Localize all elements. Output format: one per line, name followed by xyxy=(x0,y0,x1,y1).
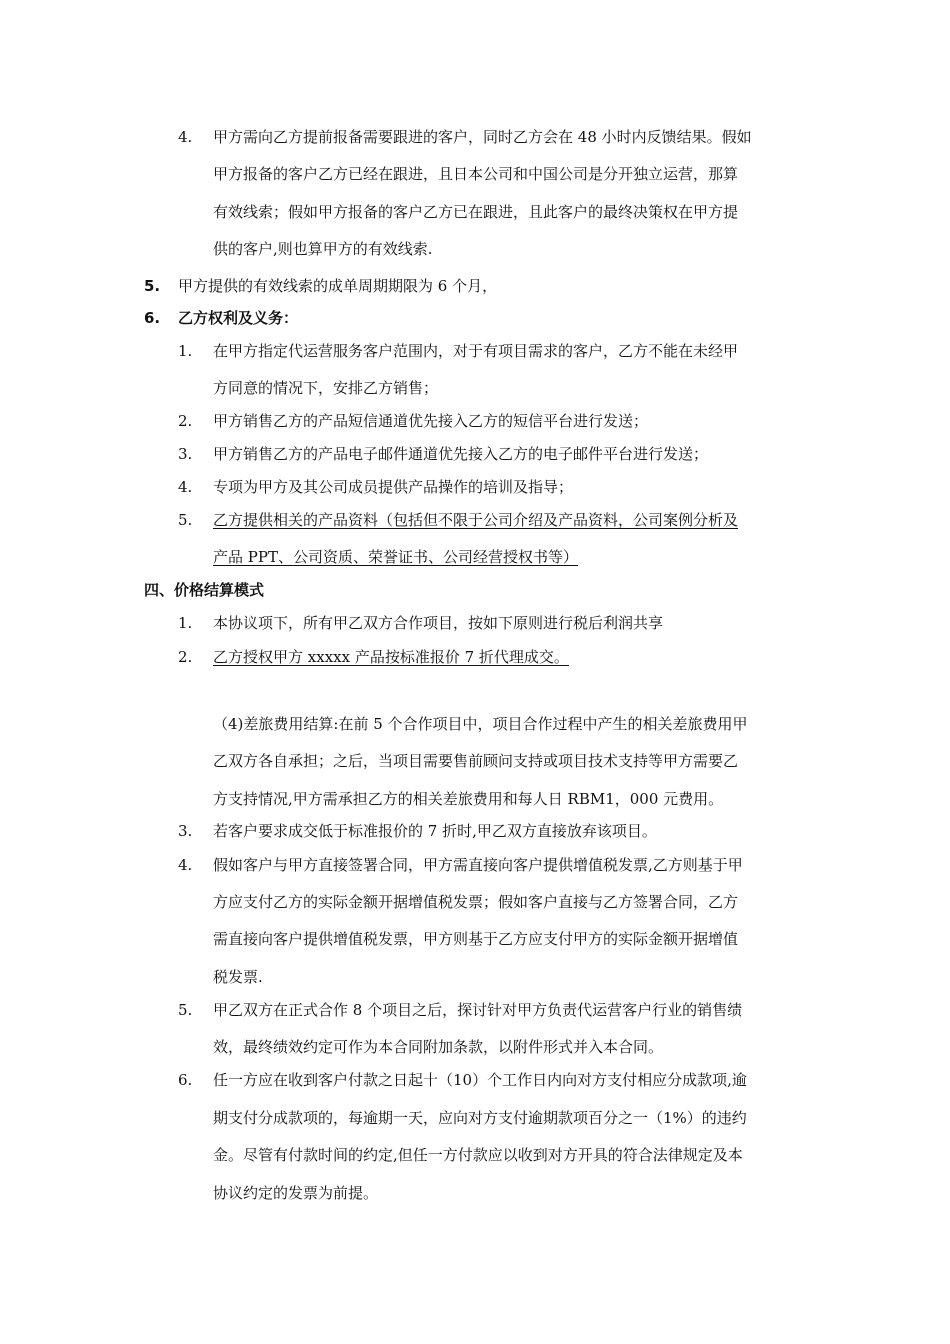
list-number: 5. xyxy=(178,511,193,529)
pricing-line: 本协议项下，所有甲乙双方合作项目，按如下原则进行税后利润共享 xyxy=(213,614,664,632)
item-5-text: 甲方提供的有效线索的成单周期期限为 6 个月， xyxy=(178,277,498,295)
paragraph-line: 有效线索；假如甲方报备的客户乙方已在跟进，且此客户的最终决策权在甲方提 xyxy=(213,203,739,221)
list-number: 6. xyxy=(144,309,161,327)
pricing-line: 若客户要求成交低于标准报价的 7 折时,甲乙双方直接放弃该项目。 xyxy=(213,822,657,840)
pricing-line: 金。尽管有付款时间的约定,但任一方付款应以收到对方开具的符合法律规定及本 xyxy=(213,1146,743,1164)
list-number: 6. xyxy=(178,1071,193,1089)
pricing-line: 方应支付乙方的实际金额开据增值税发票；假如客户直接与乙方签署合同，乙方 xyxy=(213,893,739,911)
pricing-line: 甲乙双方在正式合作 8 个项目之后，探讨针对甲方负责代运营客户行业的销售绩 xyxy=(213,1001,743,1019)
list-number: 4. xyxy=(178,128,193,146)
list-number: 1. xyxy=(178,614,193,632)
list-number: 4. xyxy=(178,478,193,496)
pricing-line: 乙方授权甲方 xxxxx 产品按标准报价 7 折代理成交。 xyxy=(213,648,569,666)
paragraph-line: 甲方需向乙方提前报备需要跟进的客户，同时乙方会在 48 小时内反馈结果。假如 xyxy=(213,128,752,146)
list-number: 2. xyxy=(178,648,193,666)
travel-line: 方支持情况,甲方需承担乙方的相关差旅费用和每人日 RBM1，000 元费用。 xyxy=(213,790,724,808)
rights-line: 乙方提供相关的产品资料（包括但不限于公司介绍及产品资料，公司案例分析及 xyxy=(213,511,739,529)
paragraph-line: 甲方报备的客户乙方已经在跟进，且日本公司和中国公司是分开独立运营，那算 xyxy=(213,165,739,183)
list-number: 3. xyxy=(178,822,193,840)
pricing-line: 期支付分成款项的，每逾期一天，应向对方支付逾期款项百分之一（1%）的违约 xyxy=(213,1109,747,1127)
paragraph-line: 供的客户,则也算甲方的有效线索. xyxy=(213,240,433,258)
list-number: 4. xyxy=(178,856,193,874)
item-6-heading: 乙方权利及义务： xyxy=(178,309,299,327)
list-number: 3. xyxy=(178,445,193,463)
pricing-line: 任一方应在收到客户付款之日起十（10）个工作日内向对方支付相应分成款项,逾 xyxy=(213,1071,747,1089)
rights-line: 在甲方指定代运营服务客户范围内，对于有项目需求的客户，乙方不能在未经甲 xyxy=(213,342,739,360)
list-number: 2. xyxy=(178,412,193,430)
rights-line: 甲方销售乙方的产品电子邮件通道优先接入乙方的电子邮件平台进行发送； xyxy=(213,445,709,463)
section-heading: 四、价格结算模式 xyxy=(144,581,265,599)
list-number: 5. xyxy=(144,277,161,295)
pricing-line: 协议约定的发票为前提。 xyxy=(213,1184,379,1202)
rights-line: 产品 PPT、公司资质、荣誉证书、公司经营授权书等） xyxy=(213,548,578,566)
list-number: 5. xyxy=(178,1001,193,1019)
travel-line: 乙双方各自承担；之后，当项目需要售前顾问支持或项目技术支持等甲方需要乙 xyxy=(213,752,739,770)
pricing-line: 税发票. xyxy=(213,968,263,986)
rights-line: 专项为甲方及其公司成员提供产品操作的培训及指导； xyxy=(213,478,574,496)
travel-line: （4)差旅费用结算:在前 5 个合作项目中，项目合作过程中产生的相关差旅费用甲 xyxy=(213,715,748,733)
list-number: 1. xyxy=(178,342,193,360)
pricing-line: 需直接向客户提供增值税发票，甲方则基于乙方应支付甲方的实际金额开据增值 xyxy=(213,930,739,948)
pricing-line: 假如客户与甲方直接签署合同，甲方需直接向客户提供增值税发票,乙方则基于甲 xyxy=(213,856,743,874)
pricing-line: 效，最终绩效约定可作为本合同附加条款，以附件形式并入本合同。 xyxy=(213,1038,664,1056)
rights-line: 方同意的情况下，安排乙方销售； xyxy=(213,379,439,397)
rights-line: 甲方销售乙方的产品短信通道优先接入乙方的短信平台进行发送； xyxy=(213,412,649,430)
